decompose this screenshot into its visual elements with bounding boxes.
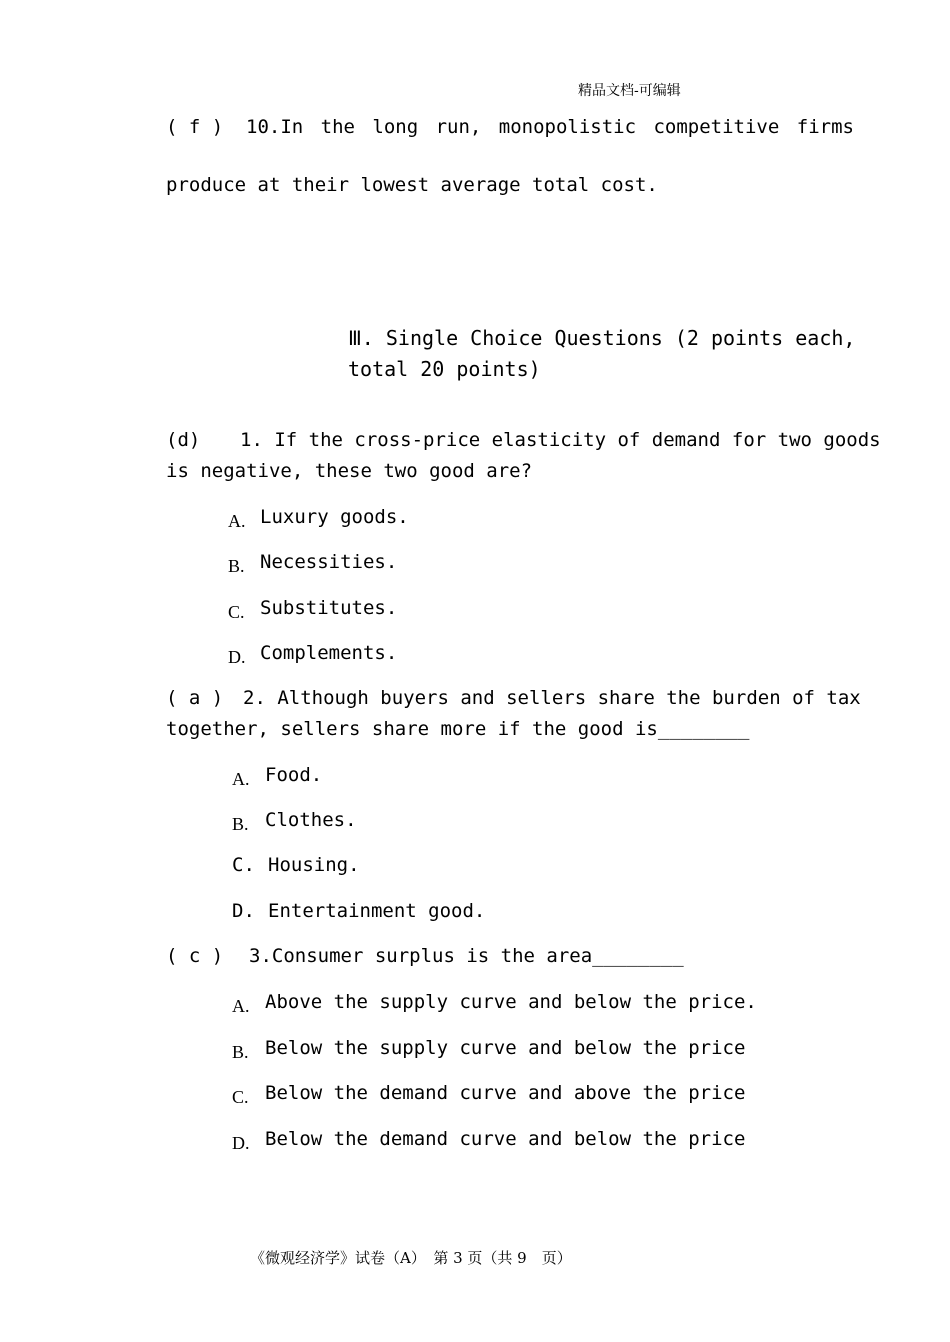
q1-option-b-text: Necessities. [260, 551, 398, 573]
q1-option-c-letter: C. [228, 602, 245, 622]
section-title-line-1: Ⅲ. Single Choice Questions (2 points each, [348, 326, 856, 350]
q2-option-a-text: Food. [265, 764, 323, 786]
q3-line-1: 3.Consumer surplus is the area________ [249, 945, 684, 967]
q3-option-c-letter: C. [232, 1087, 249, 1107]
q1-option-a-letter: A. [228, 511, 246, 531]
q2-option-d-text: Entertainment good. [268, 900, 486, 922]
q2-option-c-text: Housing. [268, 854, 360, 876]
tf-question-line-2: produce at their lowest average total cost. [166, 174, 658, 196]
q1-line-1: 1. If the cross-price elasticity of demand for two goods [240, 429, 881, 451]
q3-option-b-text: Below the supply curve and below the price [265, 1037, 746, 1059]
section-title-line-2: total 20 points) [348, 357, 541, 381]
q1-answer: (d) [166, 429, 201, 451]
page-footer: 《微观经济学》试卷（A） 第 3 页（共 9 页） [250, 1249, 572, 1267]
q3-option-d-letter: D. [232, 1133, 250, 1153]
q2-option-a-letter: A. [232, 769, 250, 789]
q1-option-c-text: Substitutes. [260, 597, 398, 619]
q1-line-2: is negative, these two good are? [166, 460, 533, 482]
q2-line-1: 2. Although buyers and sellers share the burden of tax [243, 687, 861, 709]
q3-option-c-text: Below the demand curve and above the price [265, 1082, 746, 1104]
q2-answer: ( a ) [166, 687, 224, 709]
q3-option-d-text: Below the demand curve and below the price [265, 1128, 746, 1150]
q3-option-a-letter: A. [232, 996, 250, 1016]
q2-option-d-letter: D. [232, 900, 255, 922]
q1-option-a-text: Luxury goods. [260, 506, 409, 528]
q3-option-a-text: Above the supply curve and below the price. [265, 991, 757, 1013]
tf-answer: ( f ) [166, 116, 224, 138]
tf-question-line-1: 10.In the long run, monopolistic competitive firms [246, 116, 854, 138]
q1-option-d-text: Complements. [260, 642, 398, 664]
header-watermark: 精品文档-可编辑 [578, 83, 681, 99]
q3-option-b-letter: B. [232, 1042, 249, 1062]
q2-option-b-text: Clothes. [265, 809, 357, 831]
q2-option-c-letter: C. [232, 854, 255, 876]
q1-option-b-letter: B. [228, 556, 245, 576]
q1-option-d-letter: D. [228, 647, 246, 667]
q2-option-b-letter: B. [232, 814, 249, 834]
q3-answer: ( c ) [166, 945, 224, 967]
q2-line-2: together, sellers share more if the good is________ [166, 718, 750, 740]
